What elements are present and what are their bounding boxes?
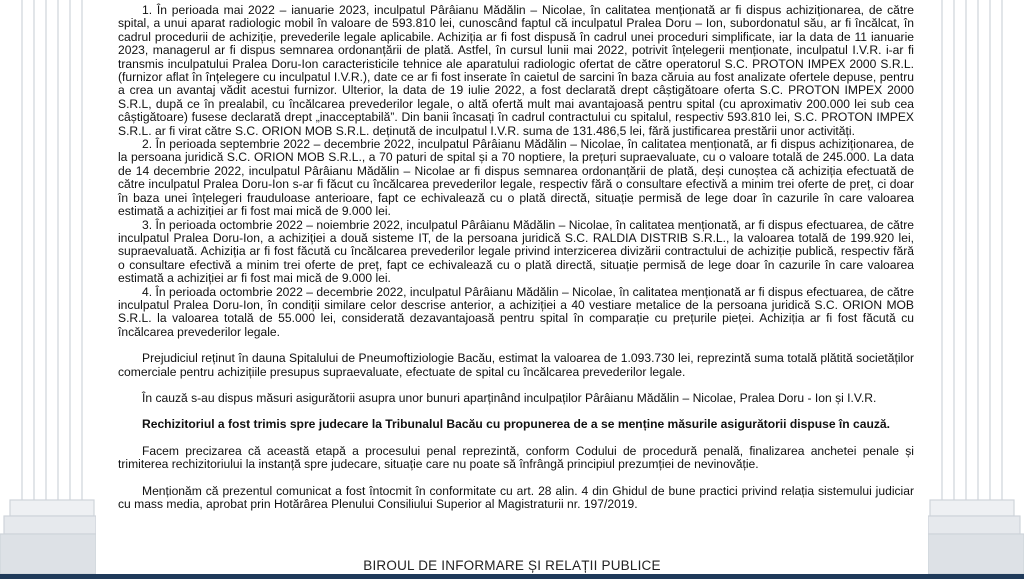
paragraph-presumption: Facem precizarea că această etapă a procesului penal reprezintă, conform Codului de procedură penală, finalizarea anchetei penale și trimiterea rechizitoriului la instanță spre judecare, situație care nu poate să înfrângă principiul prezumției de nevinovăție. <box>118 443 914 472</box>
decorative-column-right <box>928 0 1024 579</box>
paragraph-point-1: 1. În perioada mai 2022 – ianuarie 2023, inculpatul Pârâianu Mădălin – Nicolae, în calitatea menționată ar fi dispus achiziționarea, de către spital, a unui aparat radiologic mobil în valoare de 593.810 lei, cunoscând faptul că inculpatul Pralea Doru – Ion, subordonatul său, ar fi încălcat, în cadrul procedurii de achiziție, prevederile legale aplicabile. Achiziția ar fi fost dispusă în cadrul unei proceduri simplificate, iar la data de 11 ianuarie 2023, managerul ar fi dispus semnarea ordonanțării de plată. Astfel, în cursul lunii mai 2022, potrivit înțelegerii menționate, inculpatul I.V.R. i-ar fi transmis inculpatului Pralea Doru-Ion caracteristicile tehnice ale aparatului radiologic ofertat de către operatorul S.C. PROTON IMPEX 2000 S.R.L. (furnizor aflat în înțelegere cu inculpatul I.V.R.), date ce ar fi fost inserate în caietul de sarcini în baza căruia au fost analizate ofertele depuse, pentru a crea un avantaj vădit acestui furnizor. Ulterior, la data de 19 iulie 2022, a fost declarată drept câștigătoare oferta S.C. PROTON IMPEX 2000 S.R.L, după ce în prealabil, cu încălcarea prevederilor legale, o altă ofertă mult mai avantajoasă pentru spital (cu aproximativ 200.000 lei sub cea câștigătoare) fusese declarată drept „inacceptabilă”. Din banii încasați în cadrul contractului cu spitalul, respectiv 593.810 lei, S.C. PROTON IMPEX S.R.L. ar fi virat către S.C. ORION MOB S.R.L. deținută de inculpatul I.V.R. suma de 131.486,5 lei, fără justificarea prestării unor activități. <box>118 3 914 138</box>
paragraph-indictment: Rechizitoriul a fost trimis spre judecare la Tribunalul Bacău cu propunerea de a se menține măsurile asigurătorii dispuse în cauză. <box>142 417 891 432</box>
paragraph-compliance: Menționăm că prezentul comunicat a fost întocmit în conformitate cu art. 28 alin. 4 din Ghidul de bune practici privind relația sistemului judiciar cu mass media, aprobat prin Hotărârea Plenului Consiliului Superior al Magistraturii nr. 197/2019. <box>118 483 914 511</box>
decorative-column-left <box>0 0 96 579</box>
press-release-body <box>118 4 914 511</box>
office-signature: BIROUL DE INFORMARE ȘI RELAȚII PUBLICE <box>363 558 661 573</box>
paragraph-prejudice: Prejudiciul reținut în dauna Spitalului de Pneumoftiziologie Bacău, estimat la valoarea de 1.093.730 lei, reprezintă suma totală plătită societăților comerciale pentru achizițiile presupus supraevaluate, efectuate de spital cu încălcarea prevederilor legale. <box>118 351 914 379</box>
bottom-bar <box>0 574 1024 579</box>
paragraph-asset-measures: În cauză s-au dispus măsuri asigurătorii asupra unor bunuri aparținând inculpaților Pârâianu Mădălin – Nicolae, Pralea Doru - Ion și I.V.R. <box>142 390 877 405</box>
paragraph-point-2: 2. În perioada septembrie 2022 – decembrie 2022, inculpatul Pârâianu Mădălin – Nicolae, în calitatea menționată, ar fi dispus achiziționarea, de la persoana juridică S.C. ORION MOB S.R.L., a 70 paturi de spital și a 70 noptiere, la prețuri supraevaluate, cu o valoare totală de 245.000. La data de 14 decembrie 2022, inculpatul Pârâianu Mădălin – Nicolae ar fi dispus semnarea ordonanțării de plată, deși cunoștea că achiziția efectuată de către inculpatul Pralea Doru-Ion s-ar fi făcut cu încălcarea prevederilor legale, respectiv fără o consultare efectivă a minim trei oferte de preț, ci doar în baza unei înțelegeri frauduloase anterioare, fapt ce echivalează cu o plată directă, situație permisă de lege doar în cazurile în care valoarea estimată a achiziției ar fi fost mai mică de 9.000 lei. <box>118 137 914 219</box>
paragraph-point-4: 4. În perioada octombrie 2022 – decembrie 2022, inculpatul Pârâianu Mădălin – Nicolae, în calitatea menționată ar fi dispus efectuarea, de către inculpatul Pralea Doru-Ion, în condiții similare celor descrise anterior, a achiziției a 40 vestiare metalice de la persoana juridică S.C. ORION MOB S.R.L. la valoarea totală de 55.000 lei, considerată dezavantajoasă pentru spital în comparație cu prețurile pieței. Achiziția ar fi fost făcută cu încălcarea prevederilor legale. <box>118 284 914 339</box>
paragraph-point-3: 3. În perioada octombrie 2022 – noiembrie 2022, inculpatul Pârâianu Mădălin – Nicolae, în calitatea menționată, ar fi dispus efectuarea, de către inculpatul Pralea Doru-Ion, a achiziției a două sisteme IT, de la persoana juridică S.C. RALDIA DISTRIB S.R.L., la valoarea totală de 199.920 lei, supraevaluată. Achiziția ar fi fost făcută cu încălcarea prevederilor legale privind interzicerea divizării contractului de achiziție publică, respectiv fără o consultare efectivă a minim trei oferte de preț, fapt ce echivalează cu o plată directă, situație permisă de lege doar în cazurile în care valoarea estimată a achiziției ar fi fost mai mică de 9.000 lei. <box>118 217 914 286</box>
